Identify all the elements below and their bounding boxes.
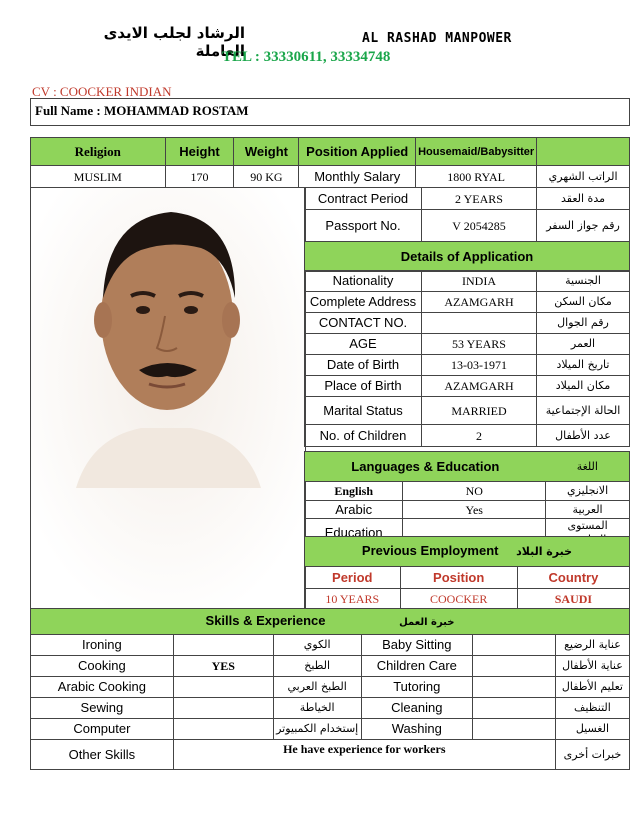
previous-employment-title-arabic: خبرة البلاد (516, 545, 573, 558)
detail-arabic-nationality: الجنسية (537, 271, 630, 292)
top-info-table (30, 137, 630, 188)
detail-arabic-dob: تاريخ الميلاد (537, 355, 630, 376)
employment-period-value: 10 YEARS (305, 589, 401, 609)
skill-value-cooking: YES (173, 656, 273, 677)
skill-value-childrencare (473, 656, 556, 677)
skill-arabic-computer: إستخدام الكمبيوتر (273, 719, 361, 740)
employment-position-header: Position (400, 567, 517, 589)
detail-arabic-age: العمر (537, 334, 630, 355)
passport-arabic: رقم جواز السفر (537, 210, 630, 242)
detail-arabic-children: عدد الأطفال (537, 425, 630, 447)
detail-value-contact (422, 313, 537, 334)
salary-label: Monthly Salary (299, 166, 416, 188)
skill-label-cooking: Cooking (31, 656, 174, 677)
skill-label-ironing: Ironing (31, 635, 174, 656)
passport-value: V 2054285 (422, 210, 537, 242)
detail-label-children: No. of Children (305, 425, 422, 447)
previous-employment-title: Previous Employment (361, 543, 499, 558)
skill-value-tutoring (473, 677, 556, 698)
cv-title: CV : COOCKER INDIAN (32, 84, 172, 99)
skill-value-sewing (173, 698, 273, 719)
skill-arabic-cleaning: التنظيف (555, 698, 629, 719)
skills-table (30, 608, 630, 770)
skill-label-sewing: Sewing (31, 698, 174, 719)
languages-title: Languages & Education (305, 452, 546, 482)
detail-value-pob: AZAMGARH (422, 376, 537, 397)
position-applied-header: Position Applied (299, 138, 416, 166)
skill-arabic-babysitting: عناية الرضيع (555, 635, 629, 656)
skills-title: Skills & Experience (205, 612, 326, 628)
employment-position-value: COOCKER (400, 589, 517, 609)
applicant-photo (30, 187, 306, 609)
lang-arabic-arabic: العربية (546, 501, 630, 519)
skills-header (31, 609, 630, 635)
employment-period-header: Period (305, 567, 401, 589)
skill-label-childrencare: Children Care (361, 656, 472, 677)
previous-employment-table (304, 536, 630, 609)
detail-arabic-contact: رقم الجوال (537, 313, 630, 334)
detail-label-contact: CONTACT NO. (305, 313, 422, 334)
contract-value: 2 YEARS (422, 188, 537, 210)
height-header: Height (165, 138, 234, 166)
skill-arabic-sewing: الخياطة (273, 698, 361, 719)
languages-table (304, 451, 630, 548)
lang-label-arabic: Arabic (305, 501, 403, 519)
detail-value-dob: 13-03-1971 (422, 355, 537, 376)
lang-arabic-english: الانجليزي (546, 482, 630, 501)
skill-arabic-ironing: الكوي (273, 635, 361, 656)
detail-label-address: Complete Address (305, 292, 422, 313)
previous-employment-header (305, 537, 630, 567)
detail-arabic-marital: الحالة الإجتماعية (537, 397, 630, 425)
position-applied-value: Housemaid/Babysitter (416, 138, 537, 166)
skill-value-arabiccooking (173, 677, 273, 698)
weight-header: Weight (234, 138, 299, 166)
weight-value: 90 KG (234, 166, 299, 188)
detail-value-nationality: INDIA (422, 271, 537, 292)
skill-label-tutoring: Tutoring (361, 677, 472, 698)
religion-value: MUSLIM (31, 166, 166, 188)
lang-value-arabic: Yes (403, 501, 546, 519)
skill-arabic-childrencare: عناية الأطفال (555, 656, 629, 677)
skill-value-ironing (173, 635, 273, 656)
detail-label-pob: Place of Birth (305, 376, 422, 397)
empty-header-cell (537, 138, 630, 166)
detail-value-children: 2 (422, 425, 537, 447)
religion-header: Religion (31, 138, 166, 166)
salary-arabic: الراتب الشهري (537, 166, 630, 188)
full-name: Full Name : MOHAMMAD ROSTAM (35, 103, 249, 118)
skill-arabic-washing: الغسيل (555, 719, 629, 740)
contract-label: Contract Period (305, 188, 422, 210)
other-skills-arabic: خبرات أخرى (555, 740, 629, 770)
detail-value-age: 53 YEARS (422, 334, 537, 355)
detail-label-dob: Date of Birth (305, 355, 422, 376)
contract-passport-table (304, 187, 630, 272)
skill-value-babysitting (473, 635, 556, 656)
detail-arabic-pob: مكان الميلاد (537, 376, 630, 397)
lang-arabic-education: المستوى التعليمي (546, 519, 630, 548)
other-skills-label: Other Skills (31, 740, 174, 770)
skill-label-washing: Washing (361, 719, 472, 740)
skill-value-cleaning (473, 698, 556, 719)
lang-value-english: NO (403, 482, 546, 501)
company-name-english: AL RASHAD MANPOWER (362, 31, 512, 46)
height-value: 170 (165, 166, 234, 188)
passport-label: Passport No. (305, 210, 422, 242)
contract-arabic: مدة العقد (537, 188, 630, 210)
detail-label-marital: Marital Status (305, 397, 422, 425)
details-title: Details of Application (305, 242, 630, 272)
salary-value: 1800 RYAL (416, 166, 537, 188)
lang-label-english: English (305, 482, 403, 501)
languages-title-arabic: اللغة (546, 452, 630, 482)
company-name-arabic: الرشاد لجلب الايدى العاملة (103, 24, 245, 60)
skill-label-computer: Computer (31, 719, 174, 740)
employment-country-value: SAUDI (517, 589, 629, 609)
skill-label-babysitting: Baby Sitting (361, 635, 472, 656)
detail-value-marital: MARRIED (422, 397, 537, 425)
detail-arabic-address: مكان السكن (537, 292, 630, 313)
detail-value-address: AZAMGARH (422, 292, 537, 313)
skills-title-arabic: خبرة العمل (399, 616, 455, 628)
details-table (304, 270, 630, 447)
other-skills-value: He have experience for workers (173, 740, 555, 770)
skill-value-computer (173, 719, 273, 740)
full-name-box (30, 98, 630, 126)
employment-country-header: Country (517, 567, 629, 589)
skill-label-arabiccooking: Arabic Cooking (31, 677, 174, 698)
skill-arabic-arabiccooking: الطبخ العربي (273, 677, 361, 698)
detail-label-nationality: Nationality (305, 271, 422, 292)
lang-label-education: Education (305, 519, 403, 548)
skill-label-cleaning: Cleaning (361, 698, 472, 719)
skill-value-washing (473, 719, 556, 740)
skill-arabic-cooking: الطبخ (273, 656, 361, 677)
company-telephone: TEL : 33330611, 33334748 (222, 49, 391, 65)
detail-label-age: AGE (305, 334, 422, 355)
skill-arabic-tutoring: تعليم الأطفال (555, 677, 629, 698)
